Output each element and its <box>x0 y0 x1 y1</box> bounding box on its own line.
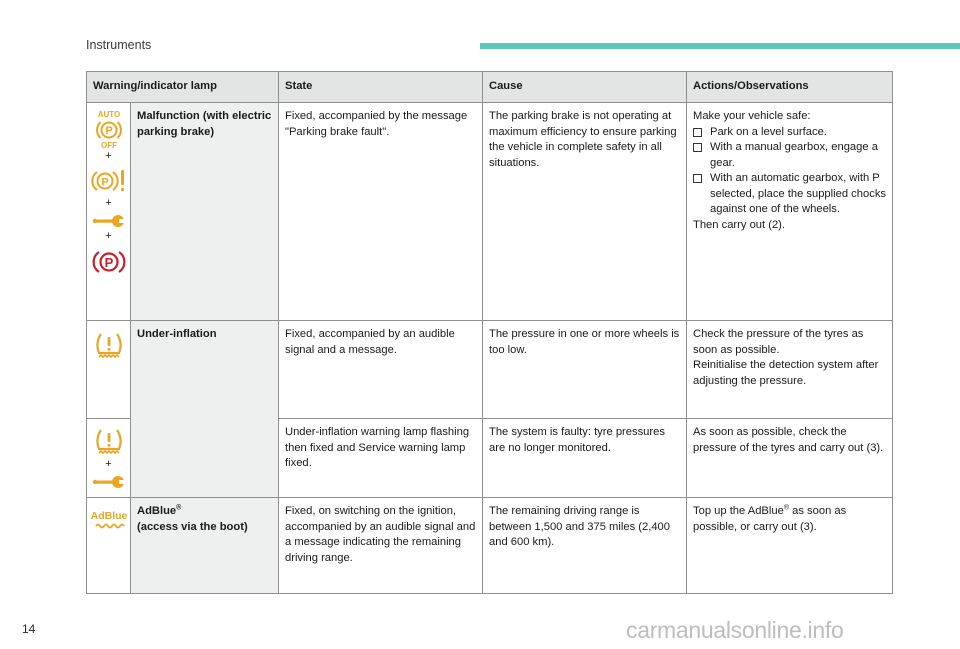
table-header-row <box>87 72 893 103</box>
header-cause: Cause <box>483 72 687 103</box>
list-item: Park on a level surface. <box>693 125 886 141</box>
actions-cell: As soon as possible, check the pressure of the tyres and carry out (3). <box>687 419 893 498</box>
actions-outro: Then carry out (2). <box>693 218 786 231</box>
section-title: Instruments <box>86 38 152 52</box>
wrench-icon <box>92 474 126 490</box>
checkbox-bullet-icon <box>693 128 702 137</box>
actions-intro: Make your vehicle safe: <box>693 110 811 122</box>
actions-line: Check the pressure of the tyres as soon as possible. <box>693 328 864 356</box>
row-icons <box>87 321 131 419</box>
watermark: carmanualsonline.info <box>626 617 844 643</box>
actions-cell: Top up the AdBlue® as soon as possible, or carry out (3). <box>687 498 893 594</box>
auto-off-parking-icon <box>94 109 124 149</box>
section-rule <box>480 43 960 49</box>
table-row <box>87 103 893 321</box>
actions-cell <box>687 321 893 419</box>
lamp-name: Malfunction (with electric parking brake) <box>131 103 279 321</box>
tyre-pressure-icon <box>93 427 125 457</box>
table-row <box>87 498 893 594</box>
cause-cell: The system is faulty: tyre pressures are no longer monitored. <box>483 419 687 498</box>
svg-text:P: P <box>100 176 109 189</box>
adblue-subname: (access via the boot) <box>137 520 248 533</box>
wrench-icon <box>92 213 126 229</box>
row-icons <box>87 103 131 321</box>
plus-sign: + <box>105 458 112 470</box>
list-item: With a manual gearbox, engage a gear. <box>693 140 886 171</box>
cause-cell: The pressure in one or more wheels is too low. <box>483 321 687 419</box>
row-icons <box>87 498 131 594</box>
tyre-pressure-icon <box>93 331 125 361</box>
cause-cell: The remaining driving range is between 1,500 and 375 miles (2,400 and 600 km). <box>483 498 687 594</box>
cause-cell: The parking brake is not operating at maximum efficiency to ensure parking the vehicle in complete safety in all situations. <box>483 103 687 321</box>
state-cell: Fixed, accompanied by the message "Parking brake fault". <box>279 103 483 321</box>
actions-cell <box>687 103 893 321</box>
row-icons <box>87 419 131 498</box>
header-actions: Actions/Observations <box>687 72 893 103</box>
list-item: With an automatic gearbox, with P selected, place the supplied chocks against one of the wheels. <box>693 171 886 218</box>
plus-sign: + <box>105 150 112 162</box>
actions-steps <box>693 125 886 218</box>
header-warning-lamp: Warning/indicator lamp <box>87 72 279 103</box>
header-state: State <box>279 72 483 103</box>
page-number: 14 <box>22 622 36 636</box>
plus-sign: + <box>105 230 112 242</box>
lamp-name <box>131 498 279 594</box>
registered-mark: ® <box>783 504 789 512</box>
svg-text:AUTO: AUTO <box>97 110 120 119</box>
state-cell: Under-inflation warning lamp flashing then fixed and Service warning lamp fixed. <box>279 419 483 498</box>
checkbox-bullet-icon <box>693 174 702 183</box>
adblue-name: AdBlue <box>137 505 177 517</box>
checkbox-bullet-icon <box>693 143 702 152</box>
lamp-name: Under-inflation <box>131 321 279 498</box>
adblue-icon <box>89 508 129 532</box>
plus-sign: + <box>105 197 112 209</box>
parking-brake-red-icon <box>92 246 126 278</box>
svg-text:P: P <box>104 255 113 270</box>
state-cell: Fixed, on switching on the ignition, accompanied by an audible signal and a message indicating the remaining driving range. <box>279 498 483 594</box>
actions-line: Reinitialise the detection system after adjusting the pressure. <box>693 359 879 387</box>
state-cell: Fixed, accompanied by an audible signal and a message. <box>279 321 483 419</box>
svg-text:P: P <box>104 125 113 137</box>
table-row <box>87 321 893 419</box>
warning-lamp-table <box>86 71 893 594</box>
registered-mark: ® <box>176 504 182 512</box>
svg-text:OFF: OFF <box>100 141 117 149</box>
svg-text:AdBlue: AdBlue <box>90 510 127 522</box>
parking-exclamation-icon <box>91 166 127 196</box>
